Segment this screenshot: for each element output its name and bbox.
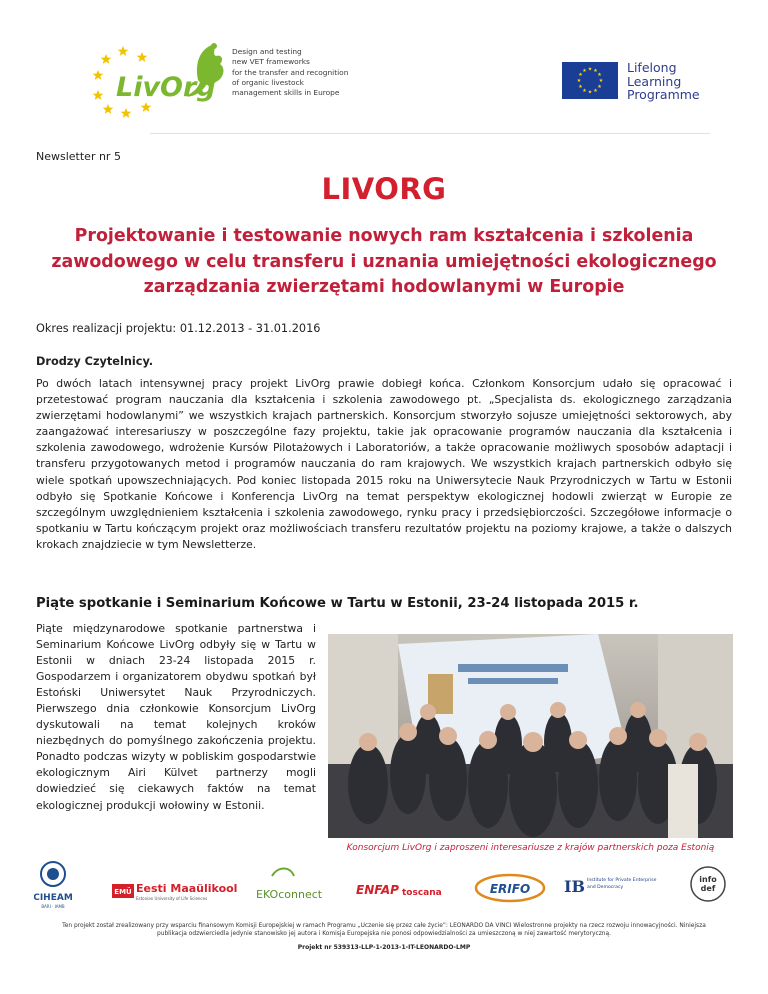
greeting: Drodzy Czytelnicy. xyxy=(36,355,154,368)
section-paragraph: Piąte międzynarodowe spotkanie partnerstwa i Seminarium Końcowe LivOrg odbyły się w Tartu w Estonii w dniach 23-24 listopada 2015 r. Gospodarzem i organizatorem obydwu spotkań był Estoński Uniwersytet Nauk Przyrodniczych. Pierwszego dnia członkowie Konsorcjum LivOrg dyskutowali na temat kolejnych kroków niezbędnych do pomyślnego zakończenia projektu. Ponadto podczas wizyty w pobliskim gospodarstwie ekologicznym Airi Külvet partnerzy mogli dowiedzieć się ciekawych faktów na temat ekologicznej produkcji wołowiny w Estonii. xyxy=(36,622,316,812)
emu-logo xyxy=(112,882,237,901)
page-title: LIVORG xyxy=(321,172,447,206)
lifelong-learning-programme-logo xyxy=(627,61,700,102)
svg-text:★: ★ xyxy=(578,84,583,90)
svg-text:★: ★ xyxy=(587,66,593,73)
footer-disclaimer: Ten projekt został zrealizowany przy wsparciu finansowym Komisji Europejskiej w ramach Programu „Uczenie się przez całe życie”: LEONARDO DA VINCI Wielostronne projekty na rzecz rozwoju innowacyjności. Niniejsza publikacja odzwierciedla jedynie stanowisko jej autora i Komisja Europejska nie ponosi odpowiedzialności za umieszczoną w niej zawartość merytoryczną. xyxy=(62,923,706,938)
svg-text:★: ★ xyxy=(587,89,593,96)
page-subtitle: Projektowanie i testowanie nowych ram kształcenia i szkolenia zawodowego w celu transferu i uznania umiejętności ekologicznego zarządzania zwierzętami hodowlanymi w Europie xyxy=(51,226,717,297)
toscana-label: toscana xyxy=(402,888,442,898)
tagline-line: for the transfer and recognition xyxy=(232,67,349,77)
svg-text:★: ★ xyxy=(578,72,583,78)
eu-flag-icon xyxy=(562,62,618,99)
emu-sub-label: Estonian University of Life Sciences xyxy=(136,896,208,901)
intro-paragraph: Po dwóch latach intensywnej pracy projekt LivOrg prawie dobiegł końca. Członkom Konsorcjum udało się opracować i przetestować program nauczania dla kształcenia i szkolenia zawodowego pt. „Specjalista ds. ekologicznego zarządzania zwierzętami hodowlanymi” we wszystkich krajach partnerskich. Konsorcjum stworzyło sojusze umiejętności sektorowych, aby zaangażować interesariuszy w poszczególne fazy projektu, takie jak opracowanie programów nauczania dla kształcenia i szkolenia zawodowego, wdrożenie Kursów Pilotażowych i Laboratoriów, a także opracowanie możliwych sposobów adaptacji i transferu przygotowanych metod i programów nauczania do ram krajowych. We wszystkich krajach partnerskich odbyło się wiele spotkań upowszechniających. Pod koniec listopada 2015 roku na Uniwersytecie Nauk Przyrodniczych w Tartu w Estonii odbyło się Spotkanie Końcowe i Konferencja LivOrg na temat perspektyw ekologicznej hodowli zwierząt w Europie ze szczególnym uwzględnieniem kształcenia i szkolenia zawodowego, rynku pracy i przedsiębiorczości. Szczegółowe informacje o spotkaniu w Tartu kończącym projekt oraz możliwościach transferu rezultatów projektu na poziomy krajowe, a także o dalszych krokach znajdziecie w tym Newsletterze. xyxy=(36,377,732,551)
svg-text:★: ★ xyxy=(582,88,587,94)
svg-text:★: ★ xyxy=(598,78,604,84)
programme-line: Lifelong xyxy=(627,60,677,75)
tagline-line: management skills in Europe xyxy=(232,88,340,98)
livorg-logo xyxy=(90,38,230,120)
tagline-line: of organic livestock xyxy=(232,77,304,87)
ciheam-logo xyxy=(34,862,73,909)
infodef-logo xyxy=(691,867,725,901)
section-heading: Piąte spotkanie i Seminarium Końcowe w Tartu w Estonii, 23-24 listopada 2015 r. xyxy=(36,596,639,611)
emu-badge: EMÜ xyxy=(114,888,132,896)
erifo-label: ERIFO xyxy=(489,882,531,896)
tagline-line: Design and testing xyxy=(232,47,302,56)
footer-project-number: Projekt nr 539313-LLP-1-2013-1-IT-LEONARDO-LMP xyxy=(297,944,471,951)
ekoconnect-label: EKOconnect xyxy=(256,888,323,901)
enfap-label: ENFAP xyxy=(356,883,399,897)
svg-text:★: ★ xyxy=(593,68,598,74)
ipe-mark: IB xyxy=(564,877,586,896)
tagline-line: new VET frameworks xyxy=(232,57,310,67)
ciheam-label: CIHEAM xyxy=(34,893,73,903)
programme-line: Programme xyxy=(627,87,700,102)
ipe-label-line: Institute for Private Enterprise xyxy=(587,878,657,883)
livorg-logo-graphic xyxy=(90,38,230,120)
svg-text:★: ★ xyxy=(597,84,602,90)
ipe-label-line: and Democracy xyxy=(587,885,624,890)
ekoconnect-logo xyxy=(256,869,323,902)
svg-text:★: ★ xyxy=(593,88,598,94)
svg-text:★: ★ xyxy=(597,72,602,78)
emu-label: Eesti Maaülikool xyxy=(136,882,238,895)
project-tagline xyxy=(232,47,362,98)
logo-wordmark: LivOrg xyxy=(116,72,216,103)
photo-caption: Konsorcjum LivOrg i zaproszeni interesariusze z krajów partnerskich poza Estonią xyxy=(346,843,715,853)
infodef-label-line: def xyxy=(700,884,716,893)
svg-text:★: ★ xyxy=(582,68,587,74)
header-divider xyxy=(150,133,710,134)
infodef-label-line: info xyxy=(699,875,717,884)
svg-text:★: ★ xyxy=(576,78,582,84)
group-photo xyxy=(328,634,733,838)
erifo-logo xyxy=(476,875,544,901)
newsletter-number: Newsletter nr 5 xyxy=(36,150,121,163)
enfap-toscana-logo xyxy=(356,883,442,898)
ciheam-sub-label: BARI · IAMB xyxy=(41,904,65,909)
ipe-logo xyxy=(564,877,657,896)
partner-logos xyxy=(34,858,734,910)
project-period: Okres realizacji projektu: 01.12.2013 - 31.01.2016 xyxy=(36,322,321,335)
programme-line: Learning xyxy=(627,73,682,89)
